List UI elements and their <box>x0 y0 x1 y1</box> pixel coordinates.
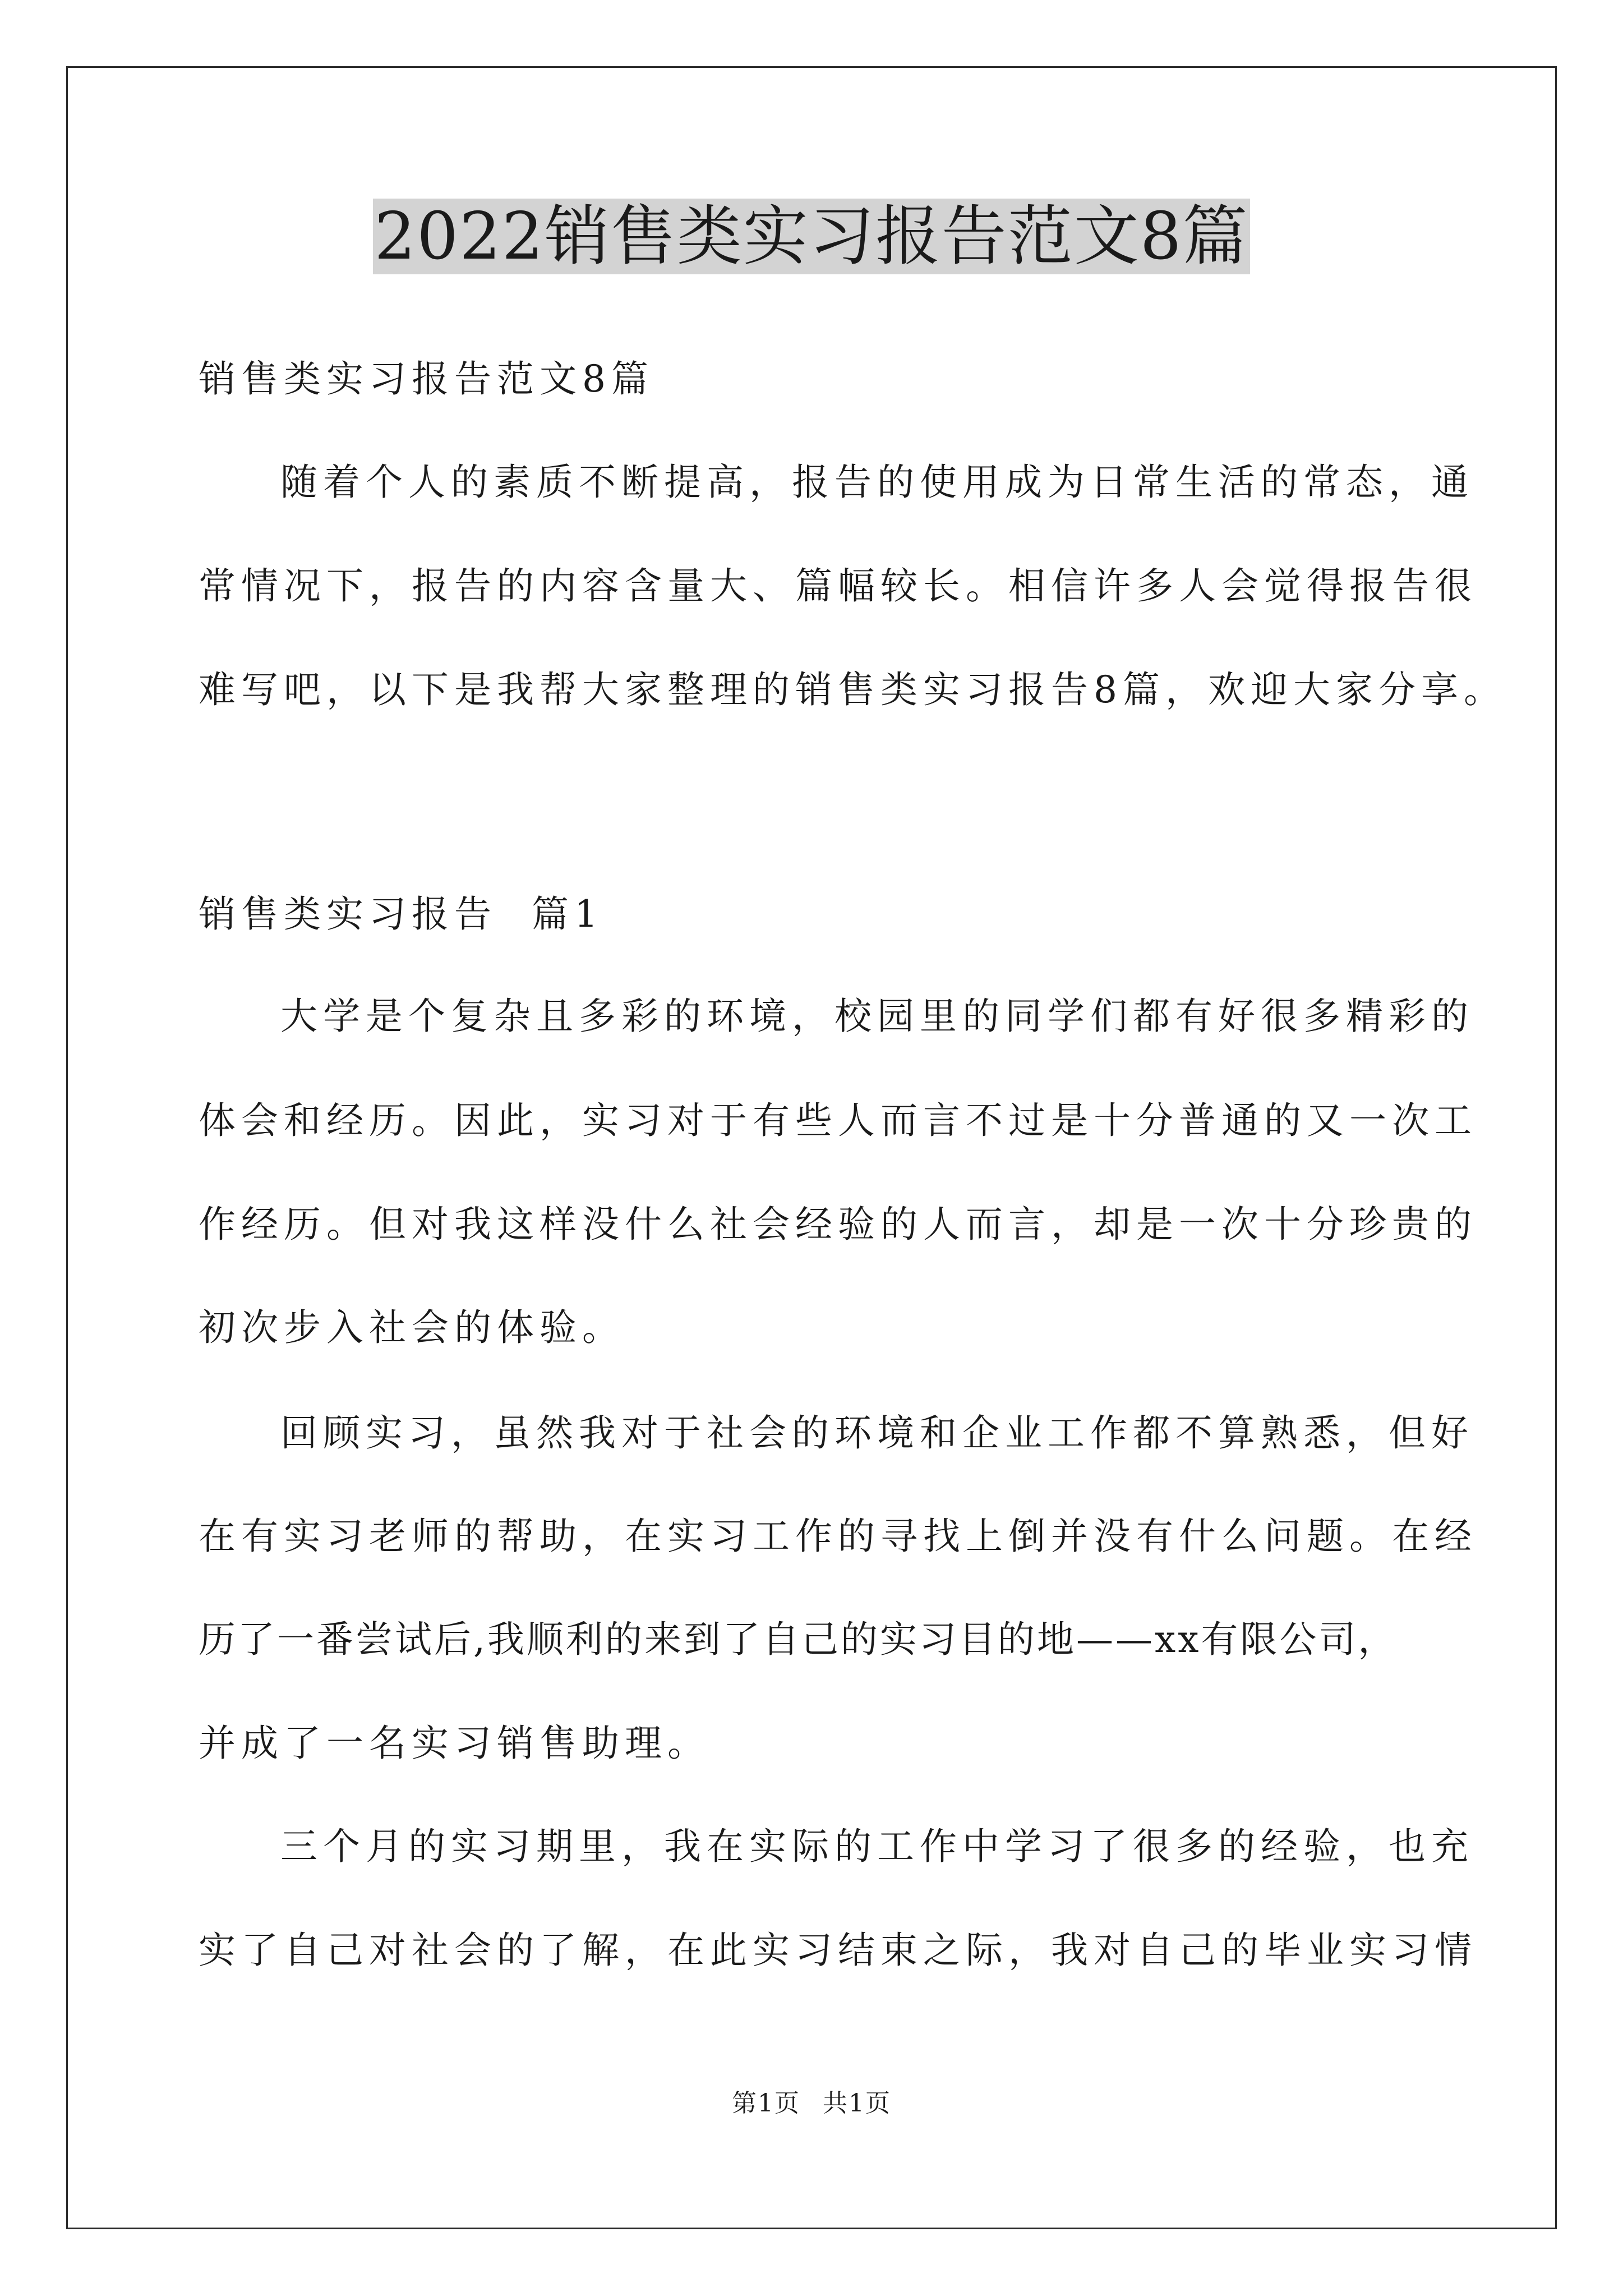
document-title-text: 2022销售类实习报告范文8篇 <box>374 199 1249 274</box>
paragraph2-line-4: 并成了一名实习销售助理。 <box>199 1722 710 1765</box>
paragraph1-line-1: 大学是个复杂且多彩的环境，校园里的同学们都有好很多精彩的 <box>280 995 1474 1038</box>
paragraph2-line-1: 回顾实习，虽然我对于社会的环境和企业工作都不算熟悉，但好 <box>280 1411 1474 1455</box>
document-subtitle: 销售类实习报告范文8篇 <box>199 357 654 401</box>
paragraph3-line-1: 三个月的实习期里，我在实际的工作中学习了很多的经验，也充 <box>280 1825 1474 1868</box>
document-title <box>0 197 1623 276</box>
paragraph2-line-3: 历了一番尝试后,我顺利的来到了自己的实习目的地——xx有限公司， <box>199 1618 1398 1661</box>
paragraph3-line-2: 实了自己对社会的了解，在此实习结束之际，我对自己的毕业实习情 <box>199 1929 1477 1972</box>
page-footer <box>0 2087 1623 2120</box>
section-heading: 销售类实习报告 篇1 <box>199 892 603 936</box>
paragraph1-line-3: 作经历。但对我这样没什么社会经验的人而言，却是一次十分珍贵的 <box>199 1203 1477 1246</box>
intro-line-1: 随着个人的素质不断提高，报告的使用成为日常生活的常态，通 <box>280 461 1474 504</box>
intro-line-3: 难写吧，以下是我帮大家整理的销售类实习报告8篇，欢迎大家分享。 <box>199 668 1506 711</box>
paragraph1-line-2: 体会和经历。因此，实习对于有些人而言不过是十分普通的又一次工 <box>199 1099 1477 1142</box>
page-number-total: 共1页 <box>823 2089 891 2118</box>
paragraph2-line-2: 在有实习老师的帮助，在实习工作的寻找上倒并没有什么问题。在经 <box>199 1515 1477 1558</box>
page-number-current: 第1页 <box>732 2089 800 2118</box>
intro-line-2: 常情况下，报告的内容含量大、篇幅较长。相信许多人会觉得报告很 <box>199 564 1477 608</box>
paragraph1-line-4: 初次步入社会的体验。 <box>199 1306 625 1349</box>
